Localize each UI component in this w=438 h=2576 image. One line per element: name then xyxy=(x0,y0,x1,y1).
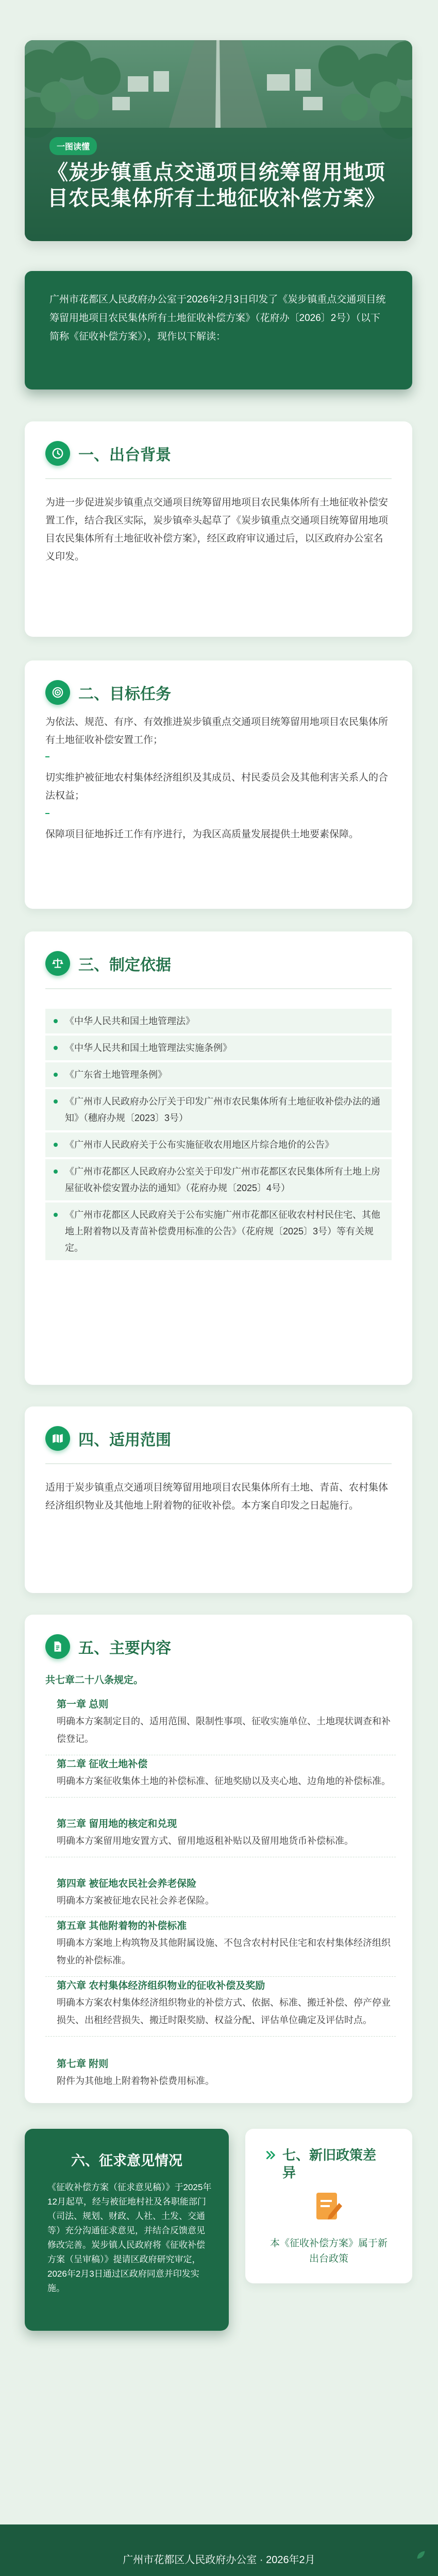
chapter-title: 第一章 总则 xyxy=(57,1699,109,1710)
section-title: 四、适用范围 xyxy=(78,1432,171,1449)
chapter-title: 第三章 留用地的核定和兑现 xyxy=(57,1819,177,1829)
section-header xyxy=(45,1634,171,1659)
list-item: 《广州市花都区人民政府关于公布实施广州市花都区征收农村村民住宅、其他地上附着物以及青苗补偿费用标准的公告》（花府规〔2025〕3号）等有关规定。 xyxy=(45,1202,392,1260)
page-title: 《炭步镇重点交通项目统筹留用地项目农民集体所有土地征收补偿方案》 xyxy=(47,161,385,210)
section-lead: 共七章二十八条规定。 xyxy=(45,1675,144,1686)
section-title: 七、新旧政策差异 xyxy=(282,2147,377,2180)
map-icon xyxy=(45,1426,70,1451)
section-header xyxy=(45,951,171,976)
chapter-title: 第五章 其他附着物的补偿标准 xyxy=(57,1921,187,1931)
chapter-text: 明确本方案留用地安置方式、留用地返租补贴以及留用地货币补偿标准。 xyxy=(45,1832,396,1857)
section-header xyxy=(45,680,171,705)
chapter-text: 明确本方案被征地农民社会养老保险。 xyxy=(45,1892,396,1917)
section-content xyxy=(25,1615,412,2103)
chapter-text: 明确本方案地上构筑物及其他附属设施、不包含农村村民住宅和农村集体经济组织物业的补偿标准。 xyxy=(45,1934,396,1977)
section-title: 五、主要内容 xyxy=(78,1640,171,1657)
section-background xyxy=(25,421,412,637)
section-title: 三、制定依据 xyxy=(78,957,171,974)
scales-icon xyxy=(45,951,70,976)
basis-list xyxy=(45,1009,392,1262)
section-policy-diff xyxy=(245,2129,412,2283)
chapter-title: 第六章 农村集体经济组织物业的征收补偿及奖励 xyxy=(57,1980,265,1991)
section-title: 一、出台背景 xyxy=(78,447,171,464)
edit-document-icon xyxy=(312,2190,345,2223)
section-header xyxy=(45,1426,171,1451)
list-item: 《广州市人民政府关于公布实施征收农用地区片综合地价的公告》 xyxy=(45,1132,392,1157)
footer-text: 广州市花都区人民政府办公室 · 2026年2月 xyxy=(123,2554,315,2566)
section-goals xyxy=(25,660,412,909)
chapter-title: 第二章 征收土地补偿 xyxy=(57,1759,148,1770)
chapter-title: 第四章 被征地农民社会养老保险 xyxy=(57,1878,197,1889)
intro-card xyxy=(25,271,412,389)
goal-paragraph: 保障项目征地拆迁工作有序进行，为我区高质量发展提供土地要素保障。 xyxy=(45,829,359,840)
footer xyxy=(0,2524,438,2576)
list-item: 《广州市人民政府办公厅关于印发广州市农民集体所有土地征收补偿办法的通知》（穗府办规〔2023〕3号） xyxy=(45,1089,392,1130)
chapter-item xyxy=(45,1919,396,1977)
chapter-item xyxy=(45,1876,396,1917)
list-item: 《中华人民共和国土地管理法实施条例》 xyxy=(45,1036,392,1060)
clock-icon xyxy=(45,441,70,466)
section-scope xyxy=(25,1406,412,1593)
chapter-item xyxy=(45,1757,396,1798)
chapter-text: 明确本方案制定目的、适用范围、限制性事项、征收实施单位、土地现状调查和补偿登记。 xyxy=(45,1713,396,1755)
list-item: 《广州市花都区人民政府办公室关于印发广州市花都区农民集体所有土地上房屋征收补偿安置办法的通知》（花府办规〔2025〕4号） xyxy=(45,1159,392,1200)
chapter-item xyxy=(45,1978,396,2037)
bullet-dot xyxy=(45,813,49,814)
section-text: 本《征收补偿方案》属于新出台政策 xyxy=(269,2238,388,2264)
chapter-item xyxy=(45,1817,396,1857)
divider xyxy=(45,988,392,989)
document-icon xyxy=(45,1634,70,1659)
double-chevron-icon xyxy=(265,2148,278,2162)
target-icon xyxy=(45,680,70,705)
chapter-item xyxy=(45,1697,396,1755)
section-title: 六、征求意见情况 xyxy=(71,2153,182,2168)
list-item: 《中华人民共和国土地管理法》 xyxy=(45,1009,392,1033)
hero-banner xyxy=(25,40,412,241)
chapter-text: 附件为其他地上附着物补偿费用标准。 xyxy=(57,2076,214,2086)
divider xyxy=(45,1463,392,1464)
chapter-title: 第七章 附则 xyxy=(57,2059,109,2070)
goal-paragraph: 为依法、规范、有序、有效推进炭步镇重点交通项目统筹留用地项目农民集体所有土地征收补偿安置工作； xyxy=(45,717,389,745)
chapter-text: 明确本方案农村集体经济组织物业的补偿方式、依据、标准、搬迁补偿、停产停业损失、出租经营损失、搬迁时限奖励、权益分配、评估单位确定及评估时点。 xyxy=(45,1994,396,2037)
bullet-dot xyxy=(45,756,49,757)
section-title: 二、目标任务 xyxy=(78,686,171,703)
chapter-item xyxy=(45,2057,396,2097)
leaf-icon xyxy=(415,2549,427,2561)
section-text: 为进一步促进炭步镇重点交通项目统筹留用地项目农民集体所有土地征收补偿安置工作，结合我区实际，炭步镇牵头起草了《炭步镇重点交通项目统筹留用地项目农民集体所有土地征收补偿方案》，经区政府审议通过后，以区政府办公室名义印发。 xyxy=(45,497,389,562)
chapter-text: 明确本方案征收集体土地的补偿标准、征地奖励以及夹心地、边角地的补偿标准。 xyxy=(45,1772,396,1798)
section-consultation xyxy=(25,2129,229,2331)
divider xyxy=(45,478,392,479)
section-text: 适用于炭步镇重点交通项目统筹留用地项目农民集体所有土地、青苗、农村集体经济组织物业及其他地上附着物的征收补偿。本方案自印发之日起施行。 xyxy=(45,1482,389,1511)
section-header xyxy=(45,441,171,466)
section-basis xyxy=(25,931,412,1385)
hero-tag: 一图读懂 xyxy=(49,137,97,155)
goal-paragraph: 切实维护被征地农村集体经济组织及其成员、村民委员会及其他利害关系人的合法权益； xyxy=(45,772,389,801)
list-item: 《广东省土地管理条例》 xyxy=(45,1062,392,1087)
section-text: 《征收补偿方案（征求意见稿）》于2025年12月起草，经与被征地村社及各职能部门（司法、规划、财政、人社、土发、交通等）充分沟通征求意见，并结合反馈意见修改完善。炭步镇人民政府将《征收补偿方案（呈审稿）》提请区政府研究审定，2026年2月3日通过区政府同意并印发实施。 xyxy=(47,2182,212,2293)
intro-text: 广州市花都区人民政府办公室于2026年2月3日印发了《炭步镇重点交通项目统筹留用地项目农民集体所有土地征收补偿方案》（花府办〔2026〕2号）（以下简称《征收补偿方案》），现作以下解读： xyxy=(49,294,386,342)
